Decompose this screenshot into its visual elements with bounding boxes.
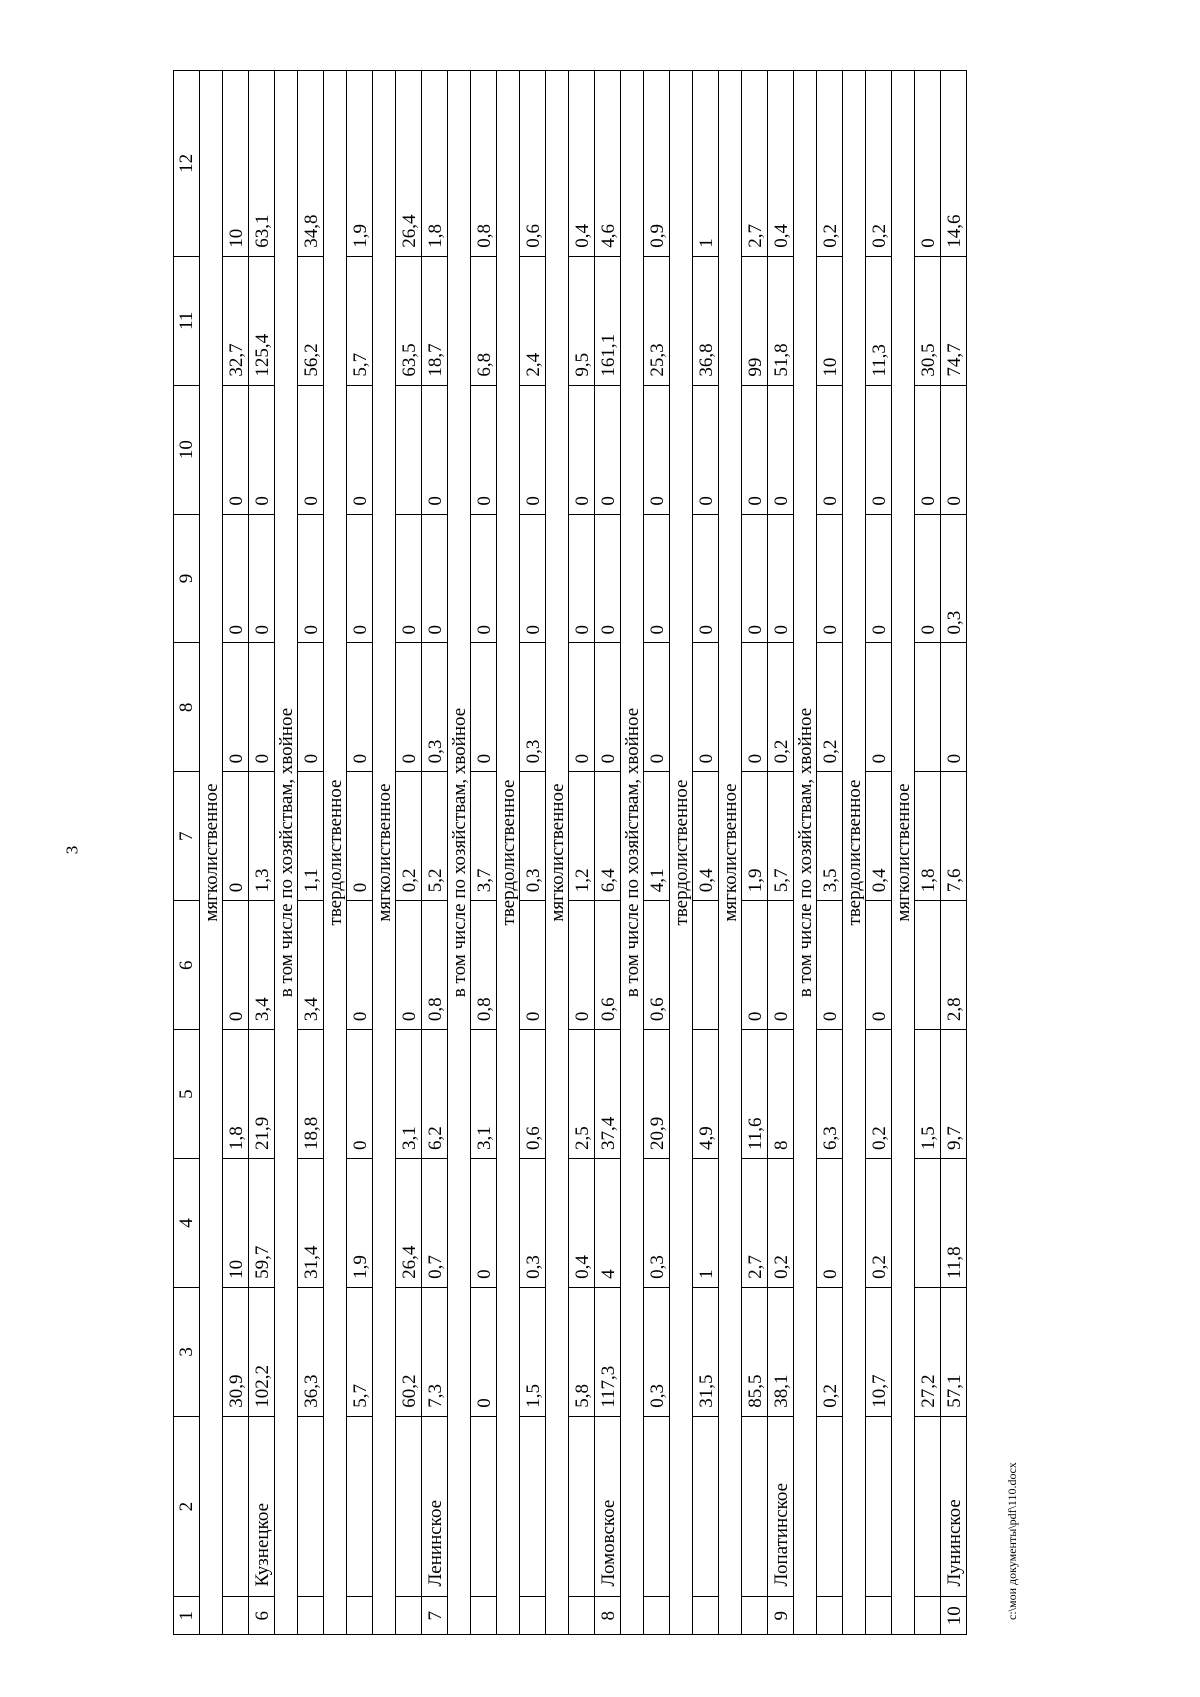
value-cell: 0 xyxy=(817,901,843,1030)
value-cell: 0 xyxy=(866,901,892,1030)
table-row xyxy=(768,71,794,1635)
section-label: в том числе по хозяйствам, хвойное xyxy=(621,71,644,1635)
section-row xyxy=(546,71,569,1635)
value-cell xyxy=(693,901,719,1030)
column-header: 8 xyxy=(174,643,200,772)
table-row xyxy=(298,71,324,1635)
table-row xyxy=(742,71,768,1635)
value-cell: 3,4 xyxy=(298,901,324,1030)
value-cell: 2,4 xyxy=(520,256,546,385)
value-cell: 161,1 xyxy=(595,256,621,385)
row-number-cell xyxy=(396,1597,422,1635)
section-row xyxy=(621,71,644,1635)
value-cell: 3,1 xyxy=(471,1030,497,1159)
value-cell: 0 xyxy=(768,385,794,514)
table-row xyxy=(817,71,843,1635)
value-cell: 0,3 xyxy=(644,1287,670,1416)
value-cell: 10 xyxy=(223,71,249,257)
value-cell: 0 xyxy=(520,385,546,514)
value-cell: 4,6 xyxy=(595,71,621,257)
value-cell: 0 xyxy=(471,1159,497,1288)
table-row xyxy=(520,71,546,1635)
value-cell: 0 xyxy=(866,385,892,514)
value-cell: 10 xyxy=(817,256,843,385)
value-cell: 11,6 xyxy=(742,1030,768,1159)
value-cell: 21,9 xyxy=(249,1030,275,1159)
value-cell: 0,2 xyxy=(866,71,892,257)
value-cell: 63,1 xyxy=(249,71,275,257)
value-cell: 6,3 xyxy=(817,1030,843,1159)
value-cell: 51,8 xyxy=(768,256,794,385)
value-cell: 0,7 xyxy=(422,1159,448,1288)
table-row xyxy=(223,71,249,1635)
table-row xyxy=(422,71,448,1635)
value-cell: 0 xyxy=(693,643,719,772)
table-row xyxy=(595,71,621,1635)
table-row xyxy=(644,71,670,1635)
value-cell: 0 xyxy=(347,643,373,772)
value-cell: 11,3 xyxy=(866,256,892,385)
section-row xyxy=(719,71,742,1635)
column-header: 6 xyxy=(174,901,200,1030)
row-number-cell xyxy=(644,1597,670,1635)
value-cell: 1,9 xyxy=(347,1159,373,1288)
section-label: в том числе по хозяйствам, хвойное xyxy=(275,71,298,1635)
column-header: 1 xyxy=(174,1597,200,1635)
value-cell: 5,2 xyxy=(422,772,448,901)
value-cell: 27,2 xyxy=(915,1287,941,1416)
value-cell: 99 xyxy=(742,256,768,385)
value-cell: 0,4 xyxy=(866,772,892,901)
value-cell: 1,2 xyxy=(569,772,595,901)
value-cell: 0 xyxy=(223,643,249,772)
value-cell: 26,4 xyxy=(396,71,422,257)
column-header: 9 xyxy=(174,514,200,643)
farm-name-cell: Ленинское xyxy=(422,1416,448,1597)
value-cell: 0 xyxy=(941,643,967,772)
value-cell: 0 xyxy=(644,643,670,772)
value-cell: 34,8 xyxy=(298,71,324,257)
farm-name-cell: Лунинское xyxy=(941,1416,967,1597)
value-cell: 0 xyxy=(249,514,275,643)
value-cell: 3,1 xyxy=(396,1030,422,1159)
value-cell: 4,1 xyxy=(644,772,670,901)
farm-name-cell xyxy=(223,1416,249,1597)
value-cell: 0 xyxy=(742,643,768,772)
row-number-cell xyxy=(347,1597,373,1635)
value-cell: 5,7 xyxy=(347,256,373,385)
column-header: 2 xyxy=(174,1416,200,1597)
value-cell: 1,5 xyxy=(915,1030,941,1159)
value-cell: 18,8 xyxy=(298,1030,324,1159)
value-cell: 0 xyxy=(817,514,843,643)
table-row xyxy=(347,71,373,1635)
value-cell: 0,3 xyxy=(941,514,967,643)
value-cell: 30,5 xyxy=(915,256,941,385)
row-number-cell xyxy=(569,1597,595,1635)
farm-name-cell xyxy=(396,1416,422,1597)
value-cell: 11,8 xyxy=(941,1159,967,1288)
value-cell: 9,7 xyxy=(941,1030,967,1159)
value-cell: 0 xyxy=(693,385,719,514)
value-cell: 0 xyxy=(866,514,892,643)
row-number-cell: 7 xyxy=(422,1597,448,1635)
value-cell: 0 xyxy=(768,901,794,1030)
rotated-table-wrapper xyxy=(173,70,1033,1635)
farm-name-cell xyxy=(644,1416,670,1597)
value-cell: 0,2 xyxy=(768,1159,794,1288)
value-cell: 2,8 xyxy=(941,901,967,1030)
section-row xyxy=(843,71,866,1635)
value-cell: 0 xyxy=(347,901,373,1030)
value-cell: 63,5 xyxy=(396,256,422,385)
value-cell xyxy=(915,643,941,772)
value-cell: 3,4 xyxy=(249,901,275,1030)
section-label: твердолиственное xyxy=(670,71,693,1635)
value-cell: 0,6 xyxy=(520,71,546,257)
value-cell: 57,1 xyxy=(941,1287,967,1416)
section-row xyxy=(794,71,817,1635)
value-cell: 0,4 xyxy=(569,71,595,257)
column-header: 7 xyxy=(174,772,200,901)
value-cell: 0,8 xyxy=(471,71,497,257)
section-label: мягколиственное xyxy=(200,71,223,1635)
value-cell: 25,3 xyxy=(644,256,670,385)
section-row xyxy=(275,71,298,1635)
farm-name-cell: Кузнецкое xyxy=(249,1416,275,1597)
value-cell: 4 xyxy=(595,1159,621,1288)
value-cell: 0 xyxy=(249,643,275,772)
value-cell: 0 xyxy=(595,643,621,772)
value-cell: 1 xyxy=(693,1159,719,1288)
value-cell: 0,9 xyxy=(644,71,670,257)
value-cell: 0,8 xyxy=(471,901,497,1030)
value-cell: 0 xyxy=(866,643,892,772)
value-cell: 18,7 xyxy=(422,256,448,385)
column-header: 11 xyxy=(174,256,200,385)
value-cell: 0,4 xyxy=(569,1159,595,1288)
footer-file-path: c:\мои документы\pdf\110.docx xyxy=(1005,1462,1019,1620)
value-cell: 56,2 xyxy=(298,256,324,385)
table-row xyxy=(249,71,275,1635)
value-cell: 0 xyxy=(223,385,249,514)
value-cell: 2,5 xyxy=(569,1030,595,1159)
page-number: 3 xyxy=(62,845,82,855)
farm-name-cell xyxy=(569,1416,595,1597)
row-number-cell xyxy=(693,1597,719,1635)
value-cell: 6,8 xyxy=(471,256,497,385)
value-cell: 0,2 xyxy=(817,1287,843,1416)
section-label: в том числе по хозяйствам, хвойное xyxy=(448,71,471,1635)
row-number-cell xyxy=(520,1597,546,1635)
value-cell: 0 xyxy=(595,385,621,514)
value-cell: 0 xyxy=(298,514,324,643)
column-header: 3 xyxy=(174,1287,200,1416)
value-cell: 0 xyxy=(915,385,941,514)
row-number-cell xyxy=(817,1597,843,1635)
value-cell: 0 xyxy=(742,385,768,514)
value-cell: 0,8 xyxy=(422,901,448,1030)
value-cell: 0 xyxy=(298,643,324,772)
value-cell: 31,4 xyxy=(298,1159,324,1288)
value-cell: 38,1 xyxy=(768,1287,794,1416)
value-cell: 2,7 xyxy=(742,71,768,257)
value-cell: 0 xyxy=(347,514,373,643)
row-number-cell xyxy=(915,1597,941,1635)
row-number-cell: 8 xyxy=(595,1597,621,1635)
value-cell: 0 xyxy=(396,643,422,772)
value-cell: 60,2 xyxy=(396,1287,422,1416)
value-cell: 1,8 xyxy=(422,71,448,257)
farm-name-cell: Лопатинское xyxy=(768,1416,794,1597)
value-cell: 0 xyxy=(569,514,595,643)
table-row xyxy=(866,71,892,1635)
value-cell: 1,9 xyxy=(347,71,373,257)
section-label: твердолиственное xyxy=(324,71,347,1635)
value-cell: 0 xyxy=(644,514,670,643)
row-number-cell xyxy=(223,1597,249,1635)
value-cell: 0 xyxy=(223,772,249,901)
table-row xyxy=(396,71,422,1635)
value-cell: 31,5 xyxy=(693,1287,719,1416)
value-cell: 3,7 xyxy=(471,772,497,901)
column-header: 10 xyxy=(174,385,200,514)
table-row xyxy=(693,71,719,1635)
value-cell: 74,7 xyxy=(941,256,967,385)
column-header: 12 xyxy=(174,71,200,257)
section-label: твердолиственное xyxy=(843,71,866,1635)
section-label: мягколиственное xyxy=(373,71,396,1635)
value-cell: 1,1 xyxy=(298,772,324,901)
value-cell: 9,5 xyxy=(569,256,595,385)
value-cell: 0 xyxy=(471,643,497,772)
value-cell xyxy=(915,901,941,1030)
value-cell: 0 xyxy=(422,514,448,643)
value-cell: 0,4 xyxy=(693,772,719,901)
value-cell: 7,6 xyxy=(941,772,967,901)
value-cell: 102,2 xyxy=(249,1287,275,1416)
farm-name-cell xyxy=(471,1416,497,1597)
value-cell: 26,4 xyxy=(396,1159,422,1288)
section-row xyxy=(497,71,520,1635)
farm-name-cell xyxy=(866,1416,892,1597)
value-cell: 0,6 xyxy=(644,901,670,1030)
value-cell: 0 xyxy=(520,901,546,1030)
farm-name-cell xyxy=(742,1416,768,1597)
value-cell: 0,4 xyxy=(768,71,794,257)
value-cell: 0 xyxy=(249,385,275,514)
value-cell: 36,8 xyxy=(693,256,719,385)
value-cell: 0,3 xyxy=(520,643,546,772)
section-label: твердолиственное xyxy=(497,71,520,1635)
value-cell: 0,3 xyxy=(644,1159,670,1288)
value-cell: 0 xyxy=(569,901,595,1030)
table-row xyxy=(569,71,595,1635)
row-number-cell xyxy=(866,1597,892,1635)
farm-name-cell xyxy=(915,1416,941,1597)
section-row xyxy=(448,71,471,1635)
value-cell: 4,9 xyxy=(693,1030,719,1159)
value-cell xyxy=(396,385,422,514)
farm-name-cell xyxy=(817,1416,843,1597)
value-cell: 3,5 xyxy=(817,772,843,901)
farm-name-cell xyxy=(347,1416,373,1597)
value-cell: 0 xyxy=(768,514,794,643)
value-cell: 0 xyxy=(817,1159,843,1288)
section-row xyxy=(892,71,915,1635)
value-cell: 0 xyxy=(520,514,546,643)
value-cell: 0 xyxy=(396,901,422,1030)
value-cell: 6,4 xyxy=(595,772,621,901)
value-cell: 0 xyxy=(347,772,373,901)
value-cell: 32,7 xyxy=(223,256,249,385)
value-cell: 1,8 xyxy=(223,1030,249,1159)
section-label: мягколиственное xyxy=(546,71,569,1635)
value-cell: 2,7 xyxy=(742,1159,768,1288)
value-cell: 125,4 xyxy=(249,256,275,385)
value-cell: 85,5 xyxy=(742,1287,768,1416)
row-number-cell xyxy=(742,1597,768,1635)
value-cell: 0 xyxy=(915,514,941,643)
value-cell: 0 xyxy=(223,514,249,643)
row-number-cell: 6 xyxy=(249,1597,275,1635)
value-cell: 1,5 xyxy=(520,1287,546,1416)
value-cell: 0 xyxy=(941,385,967,514)
row-number-cell xyxy=(471,1597,497,1635)
value-cell: 0,3 xyxy=(422,643,448,772)
section-label: мягколиственное xyxy=(719,71,742,1635)
value-cell: 8 xyxy=(768,1030,794,1159)
farm-name-cell xyxy=(693,1416,719,1597)
value-cell: 0 xyxy=(422,385,448,514)
value-cell: 10 xyxy=(223,1159,249,1288)
section-row xyxy=(324,71,347,1635)
value-cell: 0 xyxy=(742,901,768,1030)
table-row xyxy=(471,71,497,1635)
row-number-cell: 10 xyxy=(941,1597,967,1635)
section-label: в том числе по хозяйствам, хвойное xyxy=(794,71,817,1635)
value-cell: 0,6 xyxy=(520,1030,546,1159)
value-cell: 0 xyxy=(693,514,719,643)
value-cell: 5,7 xyxy=(347,1287,373,1416)
value-cell: 0 xyxy=(817,385,843,514)
value-cell: 0,3 xyxy=(520,1159,546,1288)
value-cell: 0,2 xyxy=(866,1159,892,1288)
value-cell: 7,3 xyxy=(422,1287,448,1416)
value-cell: 20,9 xyxy=(644,1030,670,1159)
row-number-cell: 9 xyxy=(768,1597,794,1635)
value-cell: 0 xyxy=(471,385,497,514)
value-cell: 0,2 xyxy=(396,772,422,901)
value-cell: 117,3 xyxy=(595,1287,621,1416)
value-cell: 0 xyxy=(742,514,768,643)
value-cell xyxy=(915,1159,941,1288)
value-cell: 59,7 xyxy=(249,1159,275,1288)
value-cell: 0 xyxy=(298,385,324,514)
value-cell: 0,2 xyxy=(866,1030,892,1159)
value-cell: 0,2 xyxy=(768,643,794,772)
value-cell: 1 xyxy=(693,71,719,257)
value-cell: 0 xyxy=(347,385,373,514)
value-cell: 0 xyxy=(223,901,249,1030)
value-cell: 0 xyxy=(569,385,595,514)
value-cell: 36,3 xyxy=(298,1287,324,1416)
value-cell: 0 xyxy=(915,71,941,257)
value-cell: 0 xyxy=(396,514,422,643)
value-cell: 1,9 xyxy=(742,772,768,901)
value-cell: 1,8 xyxy=(915,772,941,901)
value-cell: 0,3 xyxy=(520,772,546,901)
value-cell: 0 xyxy=(644,385,670,514)
value-cell: 0 xyxy=(471,514,497,643)
value-cell: 0,2 xyxy=(817,71,843,257)
value-cell: 1,3 xyxy=(249,772,275,901)
value-cell: 5,7 xyxy=(768,772,794,901)
header-row xyxy=(174,71,200,1635)
value-cell: 30,9 xyxy=(223,1287,249,1416)
farm-name-cell: Ломовское xyxy=(595,1416,621,1597)
section-row xyxy=(373,71,396,1635)
section-row xyxy=(670,71,693,1635)
column-header: 5 xyxy=(174,1030,200,1159)
value-cell: 0 xyxy=(569,643,595,772)
value-cell: 0 xyxy=(595,514,621,643)
value-cell: 0 xyxy=(347,1030,373,1159)
section-row xyxy=(200,71,223,1635)
column-header: 4 xyxy=(174,1159,200,1288)
section-label: мягколиственное xyxy=(892,71,915,1635)
row-number-cell xyxy=(298,1597,324,1635)
table-row xyxy=(915,71,941,1635)
value-cell: 0,6 xyxy=(595,901,621,1030)
forest-data-table xyxy=(173,70,967,1635)
value-cell: 14,6 xyxy=(941,71,967,257)
value-cell: 0,2 xyxy=(817,643,843,772)
farm-name-cell xyxy=(520,1416,546,1597)
farm-name-cell xyxy=(298,1416,324,1597)
value-cell: 6,2 xyxy=(422,1030,448,1159)
value-cell: 10,7 xyxy=(866,1287,892,1416)
table-row xyxy=(941,71,967,1635)
value-cell: 37,4 xyxy=(595,1030,621,1159)
value-cell: 0 xyxy=(471,1287,497,1416)
value-cell: 5,8 xyxy=(569,1287,595,1416)
